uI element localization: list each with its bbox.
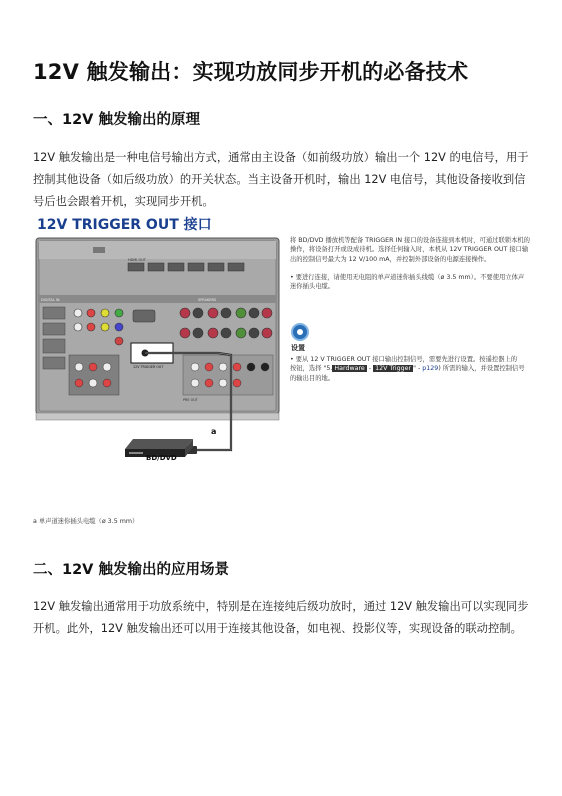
section1-heading: 一、12V 触发输出的原理: [33, 112, 200, 128]
figure-caption: a 单声道迷你插头电缆（ø 3.5 mm）: [33, 518, 139, 525]
note3-part-b: 按钮，选择 "5.: [290, 365, 333, 373]
note3-sep: -: [366, 365, 374, 373]
panel-label-speakers: SPEAKERS: [198, 298, 217, 302]
note3-trigger: 12V Trigger: [375, 365, 412, 373]
note3-hardware: Hardware: [334, 365, 365, 373]
panel-label-pre-out: PRE OUT: [183, 398, 198, 402]
note3-part-d: ) 所需的输入，并设置控制信号的输出目的地。: [290, 365, 525, 382]
settings-label: 设置: [291, 344, 305, 352]
figure-note-1: 将 BD/DVD 播放机等配备 TRIGGER IN 接口的设备连接到本机时，可通过联锁本机的操作，将设备打开或设成待机。选择任何输入时，本机从 12V TRIGGER OUT 接口输出的控制信号最大为 12 V/100 mA，并控制外部设备的电源连接操作。: [290, 237, 530, 263]
panel-label-hdmi: HDMI OUT: [128, 258, 146, 262]
section2-paragraph: 12V 触发输出通常用于功放系统中，特别是在连接纯后级功放时，通过 12V 触发输出可以实现同步开机。此外，12V 触发输出还可以用于连接其他设备，如电视、投影仪等，实现设备的联动控制。: [33, 600, 529, 635]
note3-part-a: • 要从 12 V TRIGGER OUT 接口输出控制信号，需要先进行设置。按遥控器上的: [290, 356, 518, 363]
receiver-rear-panel-illustration: [33, 235, 283, 485]
trigger-figure: [33, 214, 533, 534]
bd-dvd-label: BD/DVD: [146, 454, 177, 462]
panel-label-trigger: 12V TRIGGER OUT: [133, 365, 164, 369]
section1-paragraph: 12V 触发输出是一种电信号输出方式，通常由主设备（如前级功放）输出一个 12V 的电信号，用于控制其他设备（如后级功放）的开关状态。当主设备开机时，输出 12V 电信号，其他设备接收到信号后也会跟着开机，实现同步开机。: [33, 151, 529, 208]
figure-title: 12V TRIGGER OUT 接口: [37, 217, 212, 233]
page-title: 12V 触发输出：实现功放同步开机的必备技术: [33, 60, 469, 84]
section2-heading: 二、12V 触发输出的应用场景: [33, 562, 229, 578]
figure-note-3: [290, 355, 530, 383]
note3-part-c: " -: [413, 365, 423, 373]
cable-label: a: [211, 427, 217, 436]
figure-note-2: • 要进行连接，请使用无电阻的单声道迷你插头线缆（ø 3.5 mm）。不要使用立体声迷你插头电缆。: [290, 274, 525, 291]
note3-page-link[interactable]: p129: [422, 365, 439, 373]
settings-icon: [291, 323, 309, 341]
panel-label-digital-in: DIGITAL IN: [41, 298, 60, 302]
